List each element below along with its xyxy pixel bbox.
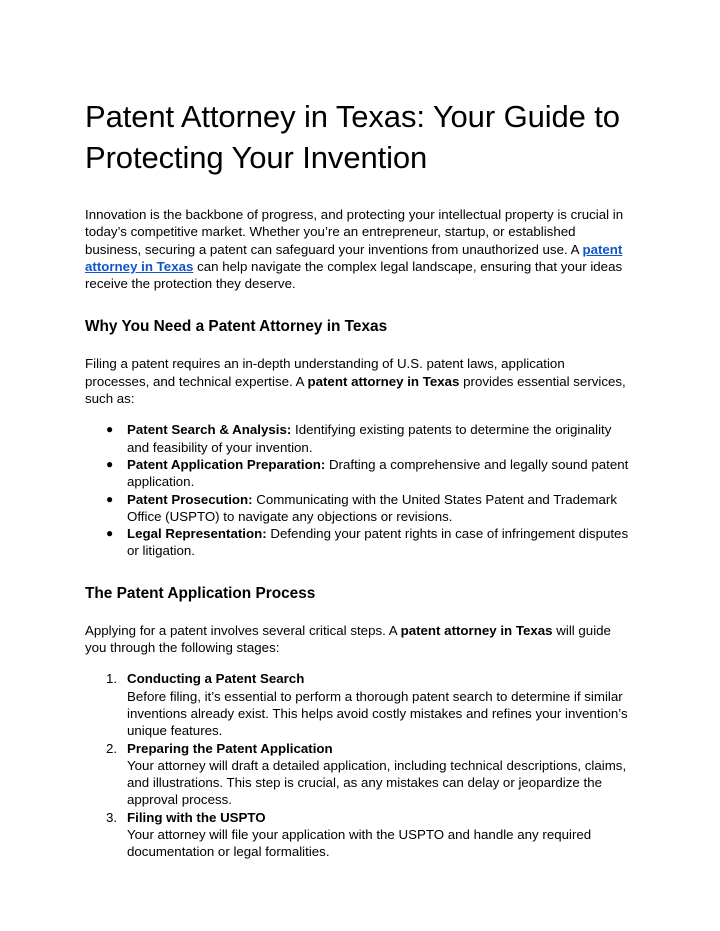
- step-item: [85, 740, 632, 809]
- section-process-paragraph: [85, 622, 632, 657]
- list-item: [85, 491, 632, 526]
- step-text: Before filing, it’s essential to perform a thorough patent search to determine if similar inventions already exist. This helps avoid costly mistakes and refines your invention’s unique features.: [127, 688, 628, 739]
- list-item: [85, 456, 632, 491]
- list-item-text: Defending your patent rights in case of infringement disputes or litigation.: [127, 526, 629, 559]
- list-item: [85, 421, 632, 456]
- list-item-label: Patent Prosecution:: [127, 491, 253, 507]
- list-item-text: Drafting a comprehensive and legally sound patent application.: [127, 456, 629, 490]
- section-heading-why: Why You Need a Patent Attorney in Texas: [85, 318, 388, 336]
- step-title: Conducting a Patent Search: [127, 671, 305, 687]
- patent-attorney-link[interactable]: patent attorney in Texas: [85, 241, 623, 274]
- list-item-label: Patent Search & Analysis:: [127, 422, 292, 438]
- step-text: Your attorney will draft a detailed application, including technical descriptions, claims, and illustrations. This step is crucial, as any mistakes can delay or jeopardize the approval process.: [127, 757, 627, 808]
- section-process-text-after: will guide you through the following stages:: [85, 622, 611, 656]
- section-why-text-before: Filing a patent requires an in-depth understanding of U.S. patent laws, application processes, and technical expertise. A: [85, 356, 565, 389]
- step-item: [85, 670, 632, 739]
- process-steps-list: [85, 670, 632, 860]
- list-item-label: Legal Representation:: [127, 526, 267, 542]
- section-process-text-before: Applying for a patent involves several critical steps. A: [85, 622, 401, 638]
- services-list: [85, 421, 632, 559]
- list-item: [85, 525, 632, 560]
- step-title: Preparing the Patent Application: [127, 740, 333, 756]
- step-title: Filing with the USPTO: [127, 809, 266, 825]
- section-why-text-after: provides essential services, such as:: [85, 373, 626, 407]
- section-heading-process: The Patent Application Process: [85, 584, 316, 602]
- list-item-text: Identifying existing patents to determine the originality and feasibility of your invention.: [127, 422, 612, 455]
- bullet-icon: ●: [106, 526, 114, 541]
- page-title: Patent Attorney in Texas: Your Guide to Protecting Your Invention: [85, 99, 620, 175]
- intro-text-before: Innovation is the backbone of progress, and protecting your intellectual property is crucial in today’s competitive market. Whether you’re an entrepreneur, startup, or established business, securing a patent can safeguard your inventions from unauthorized use. A: [85, 207, 624, 257]
- bullet-icon: ●: [106, 456, 114, 471]
- section-why-text-bold: patent attorney in Texas: [307, 373, 460, 389]
- step-number: 2.: [106, 740, 118, 756]
- intro-text-after: can help navigate the complex legal landscape, ensuring that your ideas receive the protection they deserve.: [85, 258, 623, 292]
- list-item-label: Patent Application Preparation:: [127, 456, 326, 472]
- step-number: 1.: [106, 671, 118, 687]
- list-item-text: Communicating with the United States Patent and Trademark Office (USPTO) to navigate any objections or revisions.: [127, 491, 617, 524]
- intro-paragraph: [85, 206, 632, 292]
- bullet-icon: ●: [106, 491, 114, 506]
- step-text: Your attorney will file your application with the USPTO and handle any required documentation or legal formalities.: [127, 827, 592, 860]
- step-number: 3.: [106, 809, 118, 825]
- section-process-text-bold: patent attorney in Texas: [400, 622, 553, 638]
- bullet-icon: ●: [106, 422, 114, 437]
- section-why-paragraph: [85, 355, 632, 407]
- step-item: [85, 809, 632, 861]
